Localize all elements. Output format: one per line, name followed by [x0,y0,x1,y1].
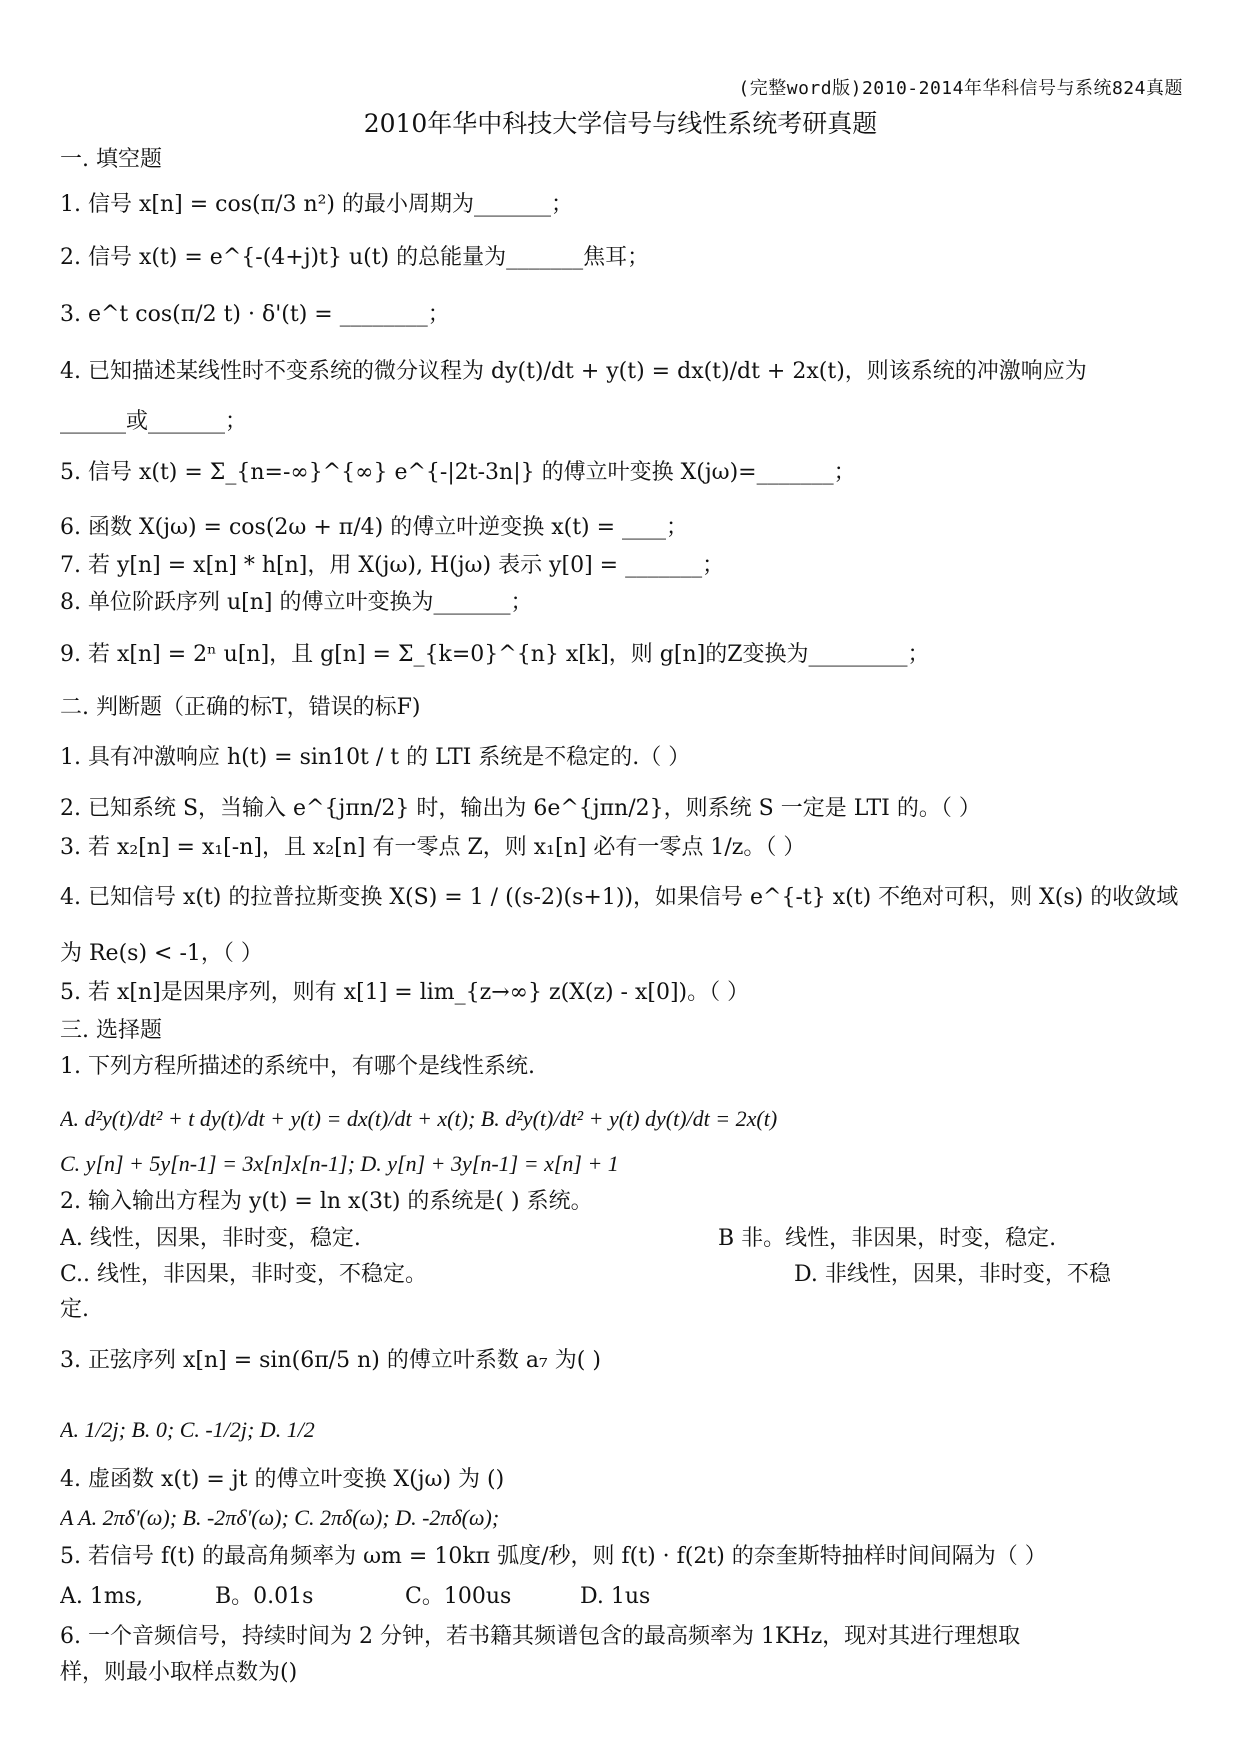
section-choice-heading: 三. 选择题 [60,1018,162,1043]
fill-question-1: 1. 信号 x[n] = cos(π/3 n²) 的最小周期为_______； [60,192,574,217]
fill-question-6: 6. 函数 X(jω) = cos(2ω + π/4) 的傅立叶逆变换 x(t) = ____； [60,515,689,540]
page-title: 2010年华中科技大学信号与线性系统考研真题 [363,109,878,138]
choice-question-5-option-d: D. 1us [580,1584,651,1609]
choice-question-1-options-ab: A. d²y(t)/dt² + t dy(t)/dt + y(t) = dx(t)/dt + x(t); B. d²y(t)/dt² + y(t) dy(t)/dt = 2x(t) [60,1106,778,1131]
fill-question-4-continued: ______或_______； [60,409,248,434]
judge-question-5: 5. 若 x[n]是因果序列，则有 x[1] = lim_{z→∞} z(X(z) - x[0])。（ ） [60,980,750,1005]
header-note: (完整word版)2010-2014年华科信号与系统824真题 [738,78,1183,99]
choice-question-2-option-b: B 非。线性，非因果，时变，稳定. [718,1226,1057,1251]
section-fill-heading: 一. 填空题 [60,147,162,172]
fill-question-8: 8. 单位阶跃序列 u[n] 的傅立叶变换为_______； [60,590,533,615]
choice-question-5: 5. 若信号 f(t) 的最高角频率为 ωm = 10kπ 弧度/秒，则 f(t) · f(2t) 的奈奎斯特抽样时间间隔为（ ） [60,1544,1047,1569]
judge-question-1: 1. 具有冲激响应 h(t) = sin10t / t 的 LTI 系统是不稳定的.（ ） [60,745,691,770]
choice-question-3: 3. 正弦序列 x[n] = sin(6π/5 n) 的傅立叶系数 a₇ 为( ) [60,1348,601,1373]
section-judge-heading: 二. 判断题（正确的标T，错误的标F) [60,695,421,720]
fill-question-5: 5. 信号 x(t) = Σ_{n=-∞}^{∞} e^{-|2t-3n|} 的傅立叶变换 X(jω)=_______； [60,460,856,485]
choice-question-5-options [60,1582,1185,1612]
fill-question-2: 2. 信号 x(t) = e^{-(4+j)t} u(t) 的总能量为_______焦耳； [60,245,650,270]
fill-question-3: 3. e^t cos(π/2 t) · δ'(t) = ________； [60,302,450,327]
judge-question-4: 4. 已知信号 x(t) 的拉普拉斯变换 X(S) = 1 / ((s-2)(s+1))，如果信号 e^{-t} x(t) 不绝对可积，则 X(s) 的收敛域 [60,885,1179,910]
judge-question-2: 2. 已知系统 S，当输入 e^{jπn/2} 时，输出为 6e^{jπn/2}，则系统 S 一定是 LTI 的。（ ） [60,796,981,821]
choice-question-2-option-d: D. 非线性，因果，非时变，不稳 [794,1262,1111,1287]
choice-question-6: 6. 一个音频信号，持续时间为 2 分钟，若书籍其频谱包含的最高频率为 1KHz，现对其进行理想取 [60,1624,1021,1649]
choice-question-5-option-c: C。100us [405,1584,512,1609]
choice-question-1: 1. 下列方程所描述的系统中，有哪个是线性系统. [60,1054,535,1079]
choice-question-3-options: A. 1/2j; B. 0; C. -1/2j; D. 1/2 [60,1417,315,1442]
choice-question-4: 4. 虚函数 x(t) = jt 的傅立叶变换 X(jω) 为 () [60,1467,505,1492]
choice-question-5-option-a: A. 1ms, [60,1584,144,1609]
fill-question-7: 7. 若 y[n] = x[n] * h[n]，用 X(jω), H(jω) 表示 y[0] = _______； [60,553,725,578]
choice-question-2-option-c: C.. 线性，非因果，非时变，不稳定。 [60,1262,428,1287]
choice-question-2-option-d-continued: 定. [60,1297,89,1322]
choice-question-6-continued: 样，则最小取样点数为() [60,1660,298,1685]
fill-question-4: 4. 已知描述某线性时不变系统的微分议程为 dy(t)/dt + y(t) = dx(t)/dt + 2x(t)，则该系统的冲激响应为 [60,359,1087,384]
choice-question-2: 2. 输入输出方程为 y(t) = ln x(3t) 的系统是( ) 系统。 [60,1189,593,1214]
choice-question-4-options: A A. 2πδ'(ω); B. -2πδ'(ω); C. 2πδ(ω); D. -2πδ(ω); [60,1505,500,1530]
choice-question-1-options-cd: C. y[n] + 5y[n-1] = 3x[n]x[n-1]; D. y[n] + 3y[n-1] = x[n] + 1 [60,1151,619,1176]
choice-question-5-option-b: B。0.01s [215,1584,314,1609]
choice-question-2-option-a: A. 线性，因果，非时变，稳定. [60,1226,361,1251]
judge-question-3: 3. 若 x₂[n] = x₁[-n]，且 x₂[n] 有一零点 Z，则 x₁[n] 必有一零点 1/z。（ ） [60,835,806,860]
judge-question-4-continued: 为 Re(s) < -1，（ ） [60,941,263,966]
fill-question-9: 9. 若 x[n] = 2ⁿ u[n]，且 g[n] = Σ_{k=0}^{n} x[k]，则 g[n]的Z变换为_________； [60,642,930,667]
